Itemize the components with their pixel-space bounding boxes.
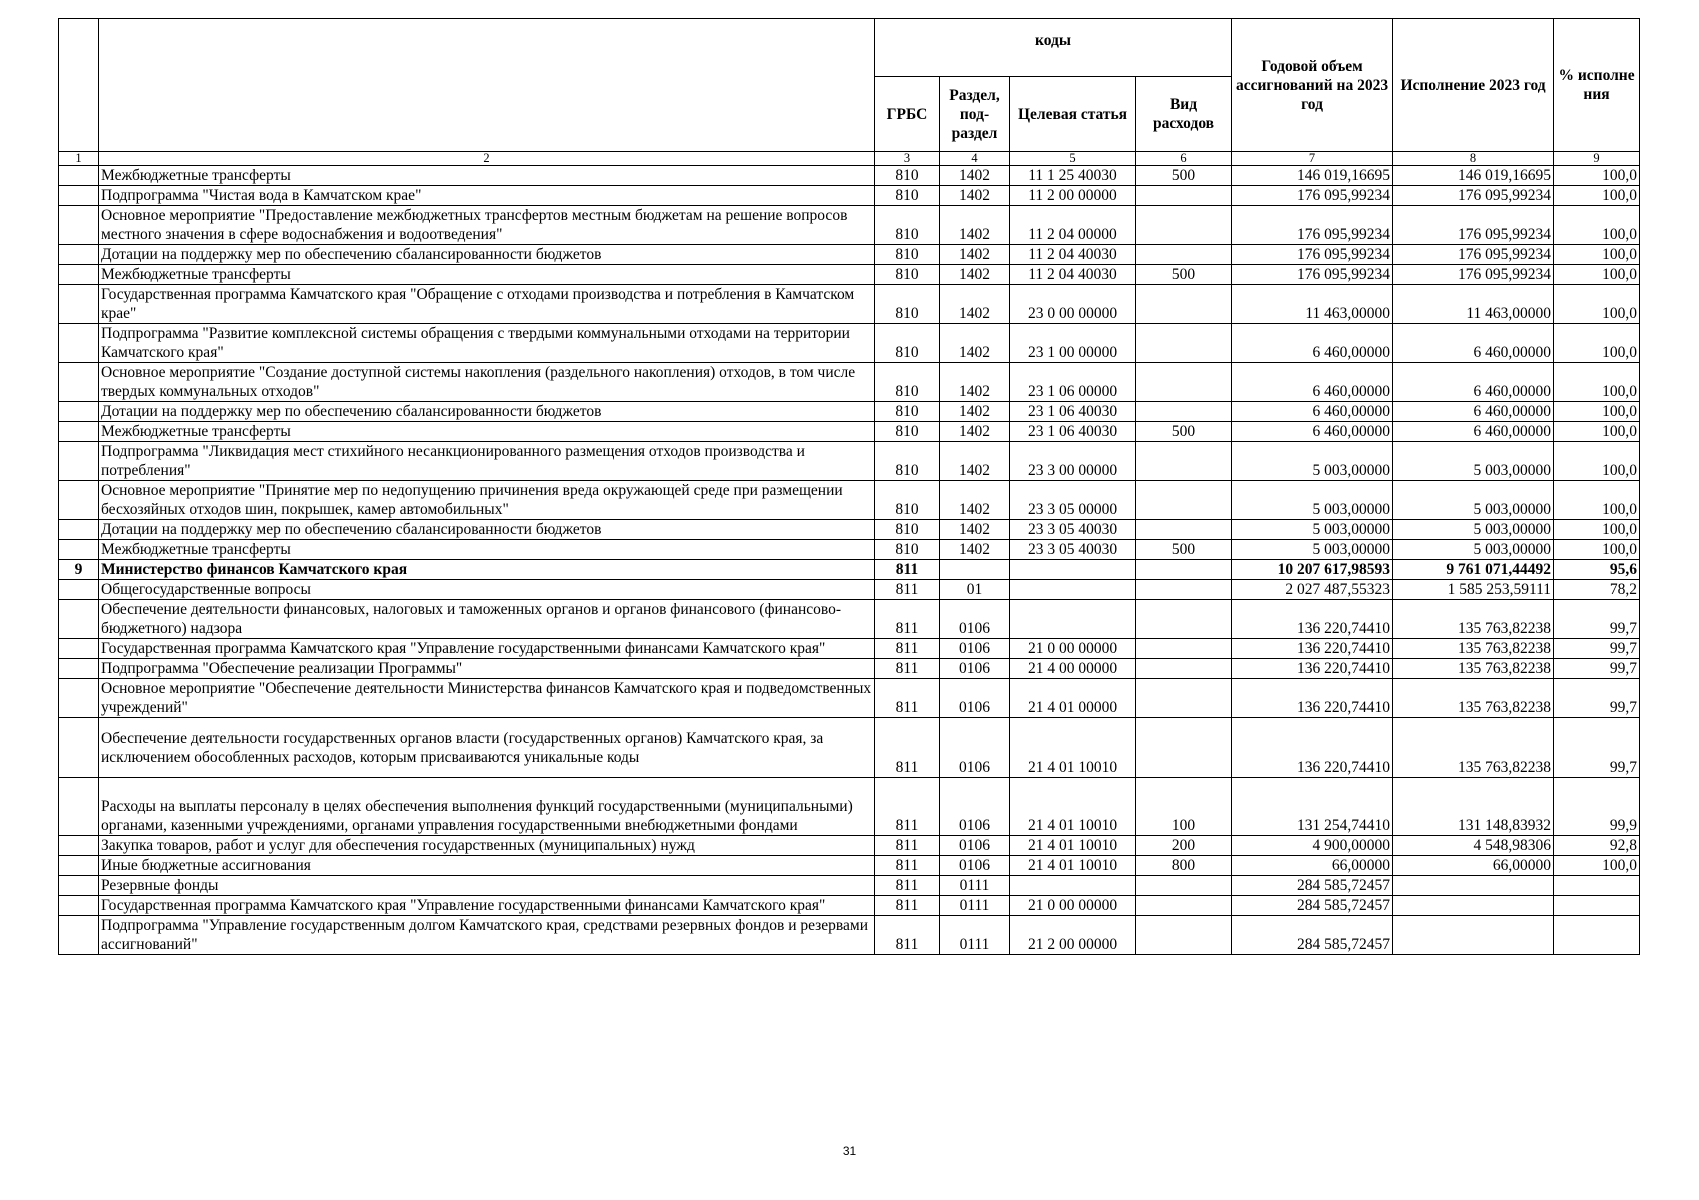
percent-cell: 99,7 xyxy=(1554,600,1640,639)
target-code-cell: 21 2 00 00000 xyxy=(1010,916,1136,955)
target-code-cell: 23 3 05 00000 xyxy=(1010,481,1136,520)
expense-kind-cell xyxy=(1136,442,1232,481)
grbs-code-cell: 810 xyxy=(875,442,940,481)
header-name-cell xyxy=(99,19,875,152)
row-name-cell: Общегосударственные вопросы xyxy=(99,580,875,600)
target-code-cell: 23 1 06 40030 xyxy=(1010,402,1136,422)
row-name-cell: Дотации на поддержку мер по обеспечению сбалансированности бюджетов xyxy=(99,520,875,540)
table-row xyxy=(59,166,1640,186)
percent-cell: 100,0 xyxy=(1554,245,1640,265)
section-code-cell: 0106 xyxy=(940,600,1010,639)
row-number-cell: 9 xyxy=(59,560,99,580)
execution-amount-cell: 6 460,00000 xyxy=(1393,402,1554,422)
grbs-code-cell: 811 xyxy=(875,778,940,836)
expense-kind-cell: 500 xyxy=(1136,540,1232,560)
column-number: 8 xyxy=(1393,152,1554,166)
percent-cell: 92,8 xyxy=(1554,836,1640,856)
execution-amount-cell: 9 761 071,44492 xyxy=(1393,560,1554,580)
percent-cell: 100,0 xyxy=(1554,363,1640,402)
expense-kind-cell xyxy=(1136,206,1232,245)
column-number: 7 xyxy=(1232,152,1393,166)
budget-execution-table xyxy=(58,18,1640,955)
row-number-cell xyxy=(59,896,99,916)
table-row xyxy=(59,718,1640,778)
grbs-code-cell: 811 xyxy=(875,659,940,679)
annual-amount-cell: 5 003,00000 xyxy=(1232,442,1393,481)
annual-amount-cell: 6 460,00000 xyxy=(1232,402,1393,422)
annual-amount-cell: 176 095,99234 xyxy=(1232,186,1393,206)
expense-kind-cell xyxy=(1136,285,1232,324)
table-row xyxy=(59,560,1640,580)
grbs-code-cell: 810 xyxy=(875,186,940,206)
row-name-cell: Основное мероприятие "Создание доступной системы накопления (раздельного накопления) отходов, в том числе твердых коммунальных отходов" xyxy=(99,363,875,402)
table-row xyxy=(59,876,1640,896)
row-number-cell xyxy=(59,245,99,265)
percent-cell xyxy=(1554,896,1640,916)
row-number-cell xyxy=(59,856,99,876)
expense-kind-cell xyxy=(1136,639,1232,659)
grbs-code-cell: 811 xyxy=(875,580,940,600)
grbs-code-cell: 810 xyxy=(875,481,940,520)
target-code-cell: 21 4 01 10010 xyxy=(1010,836,1136,856)
percent-cell: 99,9 xyxy=(1554,778,1640,836)
table-row xyxy=(59,856,1640,876)
annual-amount-cell: 176 095,99234 xyxy=(1232,206,1393,245)
section-code-cell: 1402 xyxy=(940,422,1010,442)
expense-kind-cell xyxy=(1136,363,1232,402)
table-body xyxy=(59,166,1640,955)
grbs-code-cell: 811 xyxy=(875,718,940,778)
row-name-cell: Подпрограмма "Обеспечение реализации Программы" xyxy=(99,659,875,679)
annual-amount-cell: 6 460,00000 xyxy=(1232,324,1393,363)
grbs-code-cell: 811 xyxy=(875,876,940,896)
row-number-cell xyxy=(59,600,99,639)
section-code-cell: 0106 xyxy=(940,718,1010,778)
annual-amount-cell: 66,00000 xyxy=(1232,856,1393,876)
execution-amount-cell: 135 763,82238 xyxy=(1393,718,1554,778)
row-name-cell: Подпрограмма "Чистая вода в Камчатском крае" xyxy=(99,186,875,206)
annual-amount-cell: 136 220,74410 xyxy=(1232,718,1393,778)
percent-cell: 99,7 xyxy=(1554,659,1640,679)
column-number: 9 xyxy=(1554,152,1640,166)
row-name-cell: Подпрограмма "Управление государственным долгом Камчатского края, средствами резервных фондов и резервами ассигнований" xyxy=(99,916,875,955)
annual-amount-cell: 6 460,00000 xyxy=(1232,363,1393,402)
execution-amount-cell: 135 763,82238 xyxy=(1393,639,1554,659)
execution-amount-cell: 146 019,16695 xyxy=(1393,166,1554,186)
annual-amount-cell: 5 003,00000 xyxy=(1232,481,1393,520)
target-code-cell: 23 1 00 00000 xyxy=(1010,324,1136,363)
target-code-cell xyxy=(1010,580,1136,600)
percent-cell: 100,0 xyxy=(1554,481,1640,520)
table-row xyxy=(59,245,1640,265)
column-number: 6 xyxy=(1136,152,1232,166)
target-code-cell: 21 4 01 10010 xyxy=(1010,718,1136,778)
table-row xyxy=(59,186,1640,206)
percent-cell xyxy=(1554,876,1640,896)
expense-kind-cell xyxy=(1136,916,1232,955)
expense-kind-cell xyxy=(1136,481,1232,520)
row-number-cell xyxy=(59,836,99,856)
execution-amount-cell xyxy=(1393,876,1554,896)
target-code-cell: 23 1 06 40030 xyxy=(1010,422,1136,442)
grbs-code-cell: 810 xyxy=(875,245,940,265)
annual-amount-cell: 284 585,72457 xyxy=(1232,896,1393,916)
table-row xyxy=(59,324,1640,363)
table-row xyxy=(59,836,1640,856)
annual-amount-cell: 284 585,72457 xyxy=(1232,876,1393,896)
row-number-cell xyxy=(59,481,99,520)
expense-kind-cell xyxy=(1136,402,1232,422)
execution-amount-cell: 176 095,99234 xyxy=(1393,206,1554,245)
row-name-cell: Межбюджетные трансферты xyxy=(99,422,875,442)
section-code-cell: 0106 xyxy=(940,856,1010,876)
percent-cell: 100,0 xyxy=(1554,166,1640,186)
row-name-cell: Подпрограмма "Ликвидация мест стихийного несанкционированного размещения отходов производства и потребления" xyxy=(99,442,875,481)
execution-amount-cell: 1 585 253,59111 xyxy=(1393,580,1554,600)
target-code-cell: 21 0 00 00000 xyxy=(1010,896,1136,916)
section-code-cell: 1402 xyxy=(940,402,1010,422)
annual-amount-cell: 136 220,74410 xyxy=(1232,639,1393,659)
annual-amount-cell: 5 003,00000 xyxy=(1232,520,1393,540)
target-code-cell: 23 0 00 00000 xyxy=(1010,285,1136,324)
header-kind: Вид расходов xyxy=(1136,77,1232,152)
execution-amount-cell xyxy=(1393,916,1554,955)
percent-cell: 100,0 xyxy=(1554,856,1640,876)
header-target: Целевая статья xyxy=(1010,77,1136,152)
row-number-cell xyxy=(59,778,99,836)
row-name-cell: Государственная программа Камчатского края "Управление государственными финансами Камчатского края" xyxy=(99,639,875,659)
row-name-cell: Основное мероприятие "Предоставление межбюджетных трансфертов местным бюджетам на решение вопросов местного значения в сфере водоснабжения и водоотведения" xyxy=(99,206,875,245)
row-number-cell xyxy=(59,402,99,422)
percent-cell: 100,0 xyxy=(1554,206,1640,245)
grbs-code-cell: 811 xyxy=(875,896,940,916)
row-name-cell: Обеспечение деятельности государственных органов власти (государственных органов) Камчатского края, за исключением обособленных расходов, которым присваиваются уникальные коды xyxy=(99,718,875,778)
grbs-code-cell: 811 xyxy=(875,600,940,639)
row-number-cell xyxy=(59,916,99,955)
percent-cell: 100,0 xyxy=(1554,540,1640,560)
execution-amount-cell: 11 463,00000 xyxy=(1393,285,1554,324)
row-name-cell: Подпрограмма "Развитие комплексной системы обращения с твердыми коммунальными отходами на территории Камчатского края" xyxy=(99,324,875,363)
target-code-cell: 11 2 04 00000 xyxy=(1010,206,1136,245)
execution-amount-cell: 4 548,98306 xyxy=(1393,836,1554,856)
section-code-cell: 1402 xyxy=(940,285,1010,324)
execution-amount-cell: 176 095,99234 xyxy=(1393,265,1554,285)
section-code-cell: 1402 xyxy=(940,166,1010,186)
row-number-cell xyxy=(59,422,99,442)
grbs-code-cell: 811 xyxy=(875,679,940,718)
column-number: 2 xyxy=(99,152,875,166)
row-name-cell: Иные бюджетные ассигнования xyxy=(99,856,875,876)
percent-cell: 95,6 xyxy=(1554,560,1640,580)
grbs-code-cell: 810 xyxy=(875,422,940,442)
header-number-cell xyxy=(59,19,99,152)
section-code-cell: 1402 xyxy=(940,206,1010,245)
target-code-cell: 11 2 04 40030 xyxy=(1010,265,1136,285)
header-grbs: ГРБС xyxy=(875,77,940,152)
table-row xyxy=(59,363,1640,402)
section-code-cell: 0106 xyxy=(940,659,1010,679)
execution-amount-cell: 5 003,00000 xyxy=(1393,442,1554,481)
annual-amount-cell: 136 220,74410 xyxy=(1232,659,1393,679)
grbs-code-cell: 810 xyxy=(875,540,940,560)
execution-amount-cell: 135 763,82238 xyxy=(1393,679,1554,718)
annual-amount-cell: 10 207 617,98593 xyxy=(1232,560,1393,580)
annual-amount-cell: 146 019,16695 xyxy=(1232,166,1393,186)
row-name-cell: Резервные фонды xyxy=(99,876,875,896)
target-code-cell xyxy=(1010,600,1136,639)
expense-kind-cell xyxy=(1136,679,1232,718)
execution-amount-cell: 5 003,00000 xyxy=(1393,540,1554,560)
grbs-code-cell: 811 xyxy=(875,916,940,955)
table-row xyxy=(59,285,1640,324)
row-number-cell xyxy=(59,324,99,363)
execution-amount-cell: 135 763,82238 xyxy=(1393,600,1554,639)
row-number-cell xyxy=(59,540,99,560)
table-row xyxy=(59,659,1640,679)
table-row xyxy=(59,540,1640,560)
row-name-cell: Государственная программа Камчатского края "Обращение с отходами производства и потребления в Камчатском крае" xyxy=(99,285,875,324)
expense-kind-cell: 200 xyxy=(1136,836,1232,856)
row-name-cell: Закупка товаров, работ и услуг для обеспечения государственных (муниципальных) нужд xyxy=(99,836,875,856)
section-code-cell: 0106 xyxy=(940,639,1010,659)
execution-amount-cell: 5 003,00000 xyxy=(1393,481,1554,520)
section-code-cell: 0111 xyxy=(940,876,1010,896)
percent-cell: 100,0 xyxy=(1554,422,1640,442)
page-number: 31 xyxy=(842,1144,857,1158)
row-number-cell xyxy=(59,206,99,245)
expense-kind-cell xyxy=(1136,186,1232,206)
row-name-cell: Межбюджетные трансферты xyxy=(99,166,875,186)
section-code-cell: 1402 xyxy=(940,324,1010,363)
header-execution: Исполнение 2023 год xyxy=(1393,19,1554,152)
percent-cell: 100,0 xyxy=(1554,442,1640,481)
target-code-cell: 23 3 05 40030 xyxy=(1010,540,1136,560)
header-percent: % исполне ния xyxy=(1554,19,1640,152)
table-row xyxy=(59,600,1640,639)
section-code-cell: 1402 xyxy=(940,265,1010,285)
percent-cell: 100,0 xyxy=(1554,186,1640,206)
row-number-cell xyxy=(59,186,99,206)
expense-kind-cell: 100 xyxy=(1136,778,1232,836)
table-row xyxy=(59,402,1640,422)
grbs-code-cell: 811 xyxy=(875,639,940,659)
annual-amount-cell: 11 463,00000 xyxy=(1232,285,1393,324)
annual-amount-cell: 176 095,99234 xyxy=(1232,245,1393,265)
grbs-code-cell: 810 xyxy=(875,520,940,540)
target-code-cell: 11 1 25 40030 xyxy=(1010,166,1136,186)
target-code-cell: 11 2 04 40030 xyxy=(1010,245,1136,265)
annual-amount-cell: 136 220,74410 xyxy=(1232,679,1393,718)
table-row xyxy=(59,580,1640,600)
annual-amount-cell: 4 900,00000 xyxy=(1232,836,1393,856)
target-code-cell xyxy=(1010,560,1136,580)
target-code-cell: 11 2 00 00000 xyxy=(1010,186,1136,206)
section-code-cell: 1402 xyxy=(940,363,1010,402)
row-name-cell: Расходы на выплаты персоналу в целях обеспечения выполнения функций государственными (муниципальными) органами, казенными учреждениями, органами управления государственными внебюджетными фондами xyxy=(99,778,875,836)
row-name-cell: Дотации на поддержку мер по обеспечению сбалансированности бюджетов xyxy=(99,245,875,265)
target-code-cell: 23 3 05 40030 xyxy=(1010,520,1136,540)
column-number: 5 xyxy=(1010,152,1136,166)
grbs-code-cell: 811 xyxy=(875,856,940,876)
execution-amount-cell: 135 763,82238 xyxy=(1393,659,1554,679)
column-number: 3 xyxy=(875,152,940,166)
execution-amount-cell xyxy=(1393,896,1554,916)
section-code-cell: 01 xyxy=(940,580,1010,600)
expense-kind-cell: 500 xyxy=(1136,422,1232,442)
target-code-cell: 21 4 01 10010 xyxy=(1010,856,1136,876)
grbs-code-cell: 811 xyxy=(875,836,940,856)
section-code-cell: 1402 xyxy=(940,540,1010,560)
expense-kind-cell xyxy=(1136,718,1232,778)
column-number: 1 xyxy=(59,152,99,166)
table-row xyxy=(59,778,1640,836)
expense-kind-cell xyxy=(1136,876,1232,896)
grbs-code-cell: 811 xyxy=(875,560,940,580)
row-name-cell: Основное мероприятие "Обеспечение деятельности Министерства финансов Камчатского края и подведомственных учреждений" xyxy=(99,679,875,718)
grbs-code-cell: 810 xyxy=(875,363,940,402)
table-row xyxy=(59,639,1640,659)
annual-amount-cell: 284 585,72457 xyxy=(1232,916,1393,955)
table-row xyxy=(59,896,1640,916)
expense-kind-cell xyxy=(1136,560,1232,580)
expense-kind-cell xyxy=(1136,600,1232,639)
row-name-cell: Государственная программа Камчатского края "Управление государственными финансами Камчатского края" xyxy=(99,896,875,916)
grbs-code-cell: 810 xyxy=(875,166,940,186)
execution-amount-cell: 5 003,00000 xyxy=(1393,520,1554,540)
row-number-cell xyxy=(59,639,99,659)
header-annual: Годовой объем ассигнований на 2023 год xyxy=(1232,19,1393,152)
target-code-cell: 21 4 00 00000 xyxy=(1010,659,1136,679)
target-code-cell: 21 4 01 10010 xyxy=(1010,778,1136,836)
row-name-cell: Министерство финансов Камчатского края xyxy=(99,560,875,580)
section-code-cell: 0111 xyxy=(940,916,1010,955)
section-code-cell: 1402 xyxy=(940,520,1010,540)
grbs-code-cell: 810 xyxy=(875,285,940,324)
row-name-cell: Межбюджетные трансферты xyxy=(99,540,875,560)
column-number: 4 xyxy=(940,152,1010,166)
section-code-cell: 1402 xyxy=(940,245,1010,265)
row-name-cell: Дотации на поддержку мер по обеспечению сбалансированности бюджетов xyxy=(99,402,875,422)
annual-amount-cell: 131 254,74410 xyxy=(1232,778,1393,836)
percent-cell: 100,0 xyxy=(1554,285,1640,324)
section-code-cell: 0106 xyxy=(940,836,1010,856)
percent-cell: 99,7 xyxy=(1554,639,1640,659)
table-row xyxy=(59,679,1640,718)
annual-amount-cell: 2 027 487,55323 xyxy=(1232,580,1393,600)
execution-amount-cell: 6 460,00000 xyxy=(1393,324,1554,363)
grbs-code-cell: 810 xyxy=(875,265,940,285)
table-row xyxy=(59,916,1640,955)
section-code-cell: 1402 xyxy=(940,481,1010,520)
header-codes: коды xyxy=(875,19,1232,77)
row-number-cell xyxy=(59,718,99,778)
expense-kind-cell xyxy=(1136,520,1232,540)
execution-amount-cell: 176 095,99234 xyxy=(1393,245,1554,265)
percent-cell: 100,0 xyxy=(1554,402,1640,422)
expense-kind-cell xyxy=(1136,896,1232,916)
row-name-cell: Обеспечение деятельности финансовых, налоговых и таможенных органов и органов финансового (финансово-бюджетного) надзора xyxy=(99,600,875,639)
row-number-cell xyxy=(59,363,99,402)
header-section: Раздел, под-раздел xyxy=(940,77,1010,152)
execution-amount-cell: 131 148,83932 xyxy=(1393,778,1554,836)
row-number-cell xyxy=(59,679,99,718)
table-row xyxy=(59,442,1640,481)
table-row xyxy=(59,481,1640,520)
execution-amount-cell: 176 095,99234 xyxy=(1393,186,1554,206)
expense-kind-cell: 500 xyxy=(1136,265,1232,285)
expense-kind-cell: 500 xyxy=(1136,166,1232,186)
section-code-cell: 0106 xyxy=(940,778,1010,836)
expense-kind-cell: 800 xyxy=(1136,856,1232,876)
table-row xyxy=(59,422,1640,442)
row-number-cell xyxy=(59,285,99,324)
row-number-cell xyxy=(59,442,99,481)
annual-amount-cell: 176 095,99234 xyxy=(1232,265,1393,285)
percent-cell: 78,2 xyxy=(1554,580,1640,600)
percent-cell xyxy=(1554,916,1640,955)
target-code-cell: 23 3 00 00000 xyxy=(1010,442,1136,481)
target-code-cell: 23 1 06 00000 xyxy=(1010,363,1136,402)
grbs-code-cell: 810 xyxy=(875,206,940,245)
execution-amount-cell: 6 460,00000 xyxy=(1393,363,1554,402)
column-number-row xyxy=(59,152,1640,166)
expense-kind-cell xyxy=(1136,324,1232,363)
annual-amount-cell: 136 220,74410 xyxy=(1232,600,1393,639)
percent-cell: 100,0 xyxy=(1554,520,1640,540)
grbs-code-cell: 810 xyxy=(875,402,940,422)
row-number-cell xyxy=(59,520,99,540)
section-code-cell: 1402 xyxy=(940,442,1010,481)
row-number-cell xyxy=(59,265,99,285)
target-code-cell: 21 4 01 00000 xyxy=(1010,679,1136,718)
execution-amount-cell: 6 460,00000 xyxy=(1393,422,1554,442)
row-number-cell xyxy=(59,580,99,600)
percent-cell: 100,0 xyxy=(1554,265,1640,285)
annual-amount-cell: 5 003,00000 xyxy=(1232,540,1393,560)
expense-kind-cell xyxy=(1136,659,1232,679)
section-code-cell xyxy=(940,560,1010,580)
table-row xyxy=(59,206,1640,245)
row-name-cell: Межбюджетные трансферты xyxy=(99,265,875,285)
row-name-cell: Основное мероприятие "Принятие мер по недопущению причинения вреда окружающей среде при размещении бесхозяйных отходов шин, покрышек, камер автомобильных" xyxy=(99,481,875,520)
grbs-code-cell: 810 xyxy=(875,324,940,363)
percent-cell: 100,0 xyxy=(1554,324,1640,363)
target-code-cell: 21 0 00 00000 xyxy=(1010,639,1136,659)
row-number-cell xyxy=(59,659,99,679)
row-number-cell xyxy=(59,876,99,896)
expense-kind-cell xyxy=(1136,245,1232,265)
annual-amount-cell: 6 460,00000 xyxy=(1232,422,1393,442)
table-row xyxy=(59,520,1640,540)
section-code-cell: 0106 xyxy=(940,679,1010,718)
row-number-cell xyxy=(59,166,99,186)
percent-cell: 99,7 xyxy=(1554,679,1640,718)
execution-amount-cell: 66,00000 xyxy=(1393,856,1554,876)
section-code-cell: 1402 xyxy=(940,186,1010,206)
table-header xyxy=(59,19,1640,166)
expense-kind-cell xyxy=(1136,580,1232,600)
percent-cell: 99,7 xyxy=(1554,718,1640,778)
target-code-cell xyxy=(1010,876,1136,896)
table-row xyxy=(59,265,1640,285)
section-code-cell: 0111 xyxy=(940,896,1010,916)
